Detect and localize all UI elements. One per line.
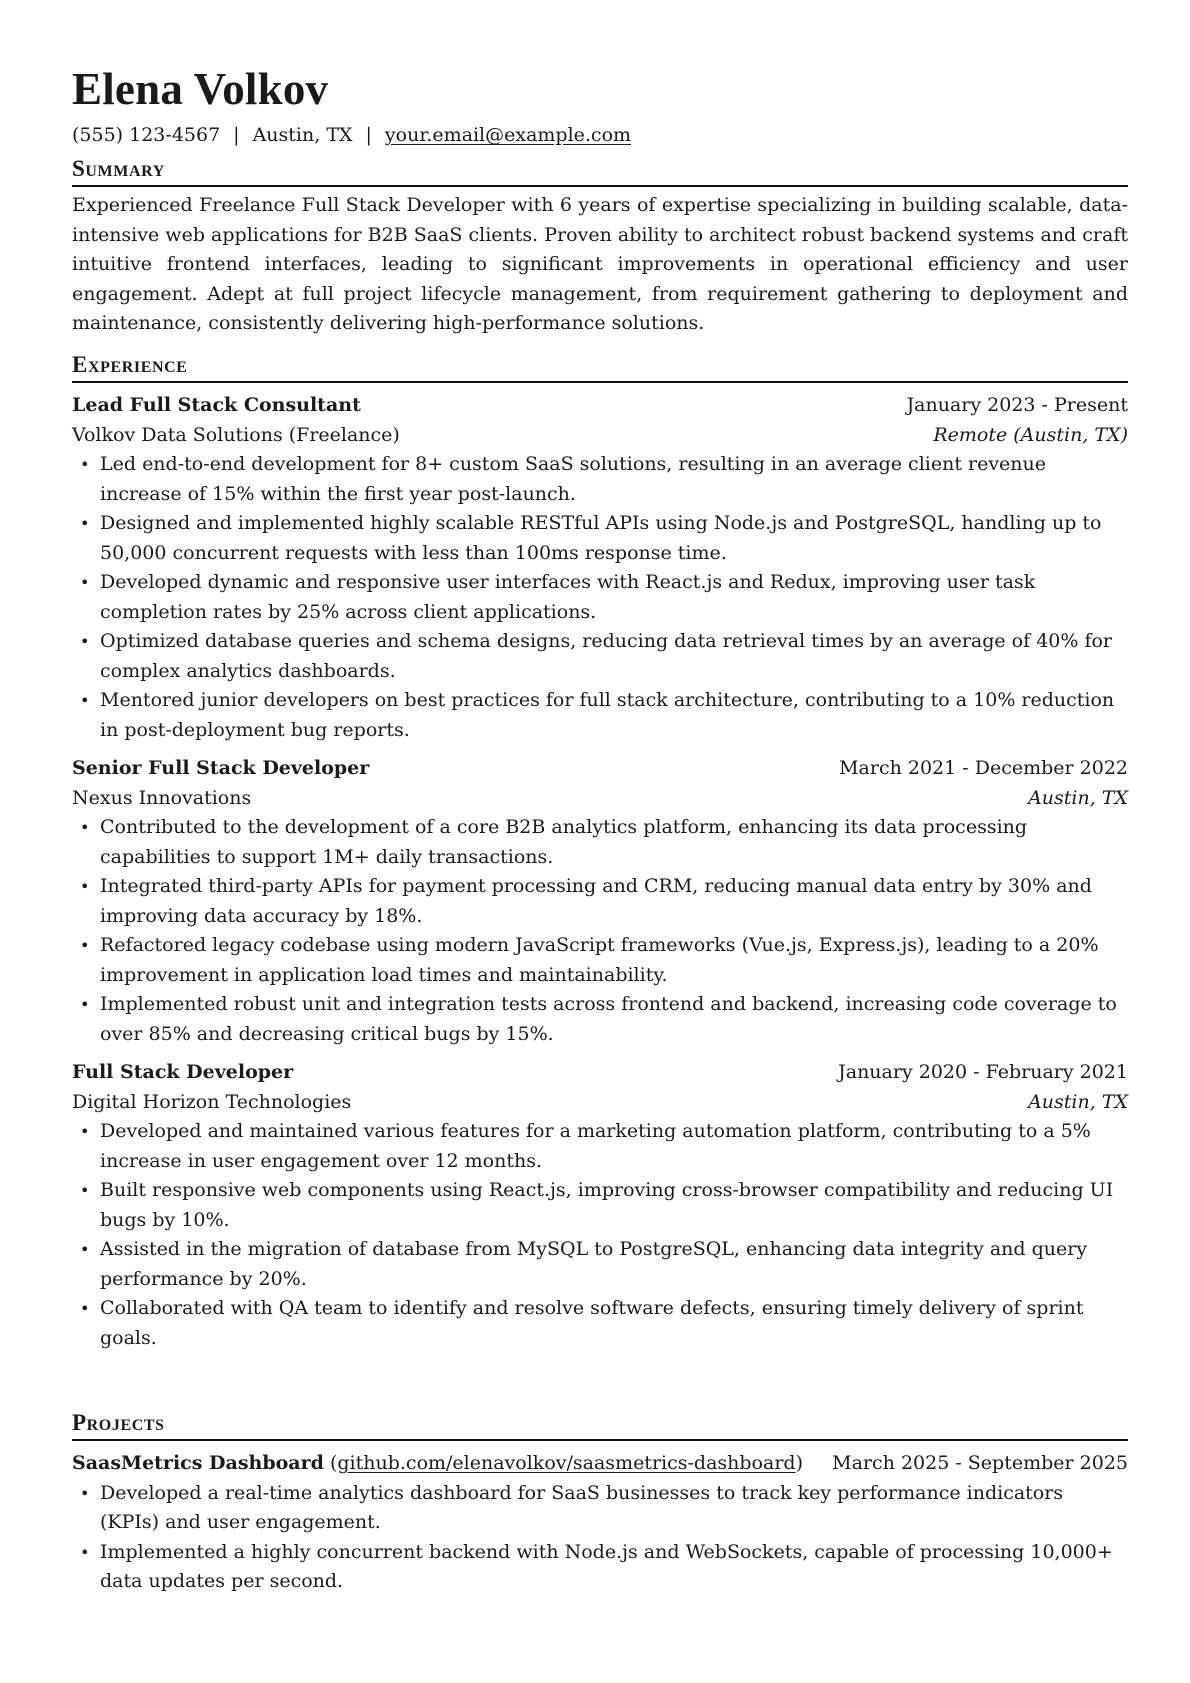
job-dates: January 2020 - February 2021 [838,1061,1128,1083]
job-location: Austin, TX [1028,1090,1128,1113]
phone: (555) 123-4567 [72,124,221,146]
project-name: SaasMetrics Dashboard [72,1452,324,1474]
section-title-experience: Experience [72,351,1128,383]
project-link[interactable]: github.com/elenavolkov/saasmetrics-dashboard [337,1452,796,1474]
section-title-summary: Summary [72,155,1128,187]
bullet-item: • Implemented robust unit and integration tests across frontend and backend, increasing code coverage to over 85% and decreasing critical bugs by 15%. [72,990,1128,1049]
summary-text: Experienced Freelance Full Stack Developer with 6 years of expertise specializing in building scalable, data-intensive web applications for B2B SaaS clients. Proven ability to architect robust backend systems and craft intuitive frontend interfaces, leading to significant improvements in operational efficiency and user engagement. Adept at full project lifecycle management, from requirement gathering to deployment and maintenance, consistently delivering high-performance solutions. [72,194,1128,334]
job-subheader [72,1088,1128,1118]
job-entry [72,754,1128,1049]
job-role: Full Stack Developer [72,1061,294,1083]
section-title-projects: Projects [72,1409,1128,1441]
bullet-item: • Refactored legacy codebase using modern JavaScript frameworks (Vue.js, Express.js), leading to a 20% improvement in application load times and maintainability. [72,931,1128,990]
candidate-name: Elena Volkov [72,64,329,114]
job-company: Digital Horizon Technologies [72,1090,352,1113]
job-subheader [72,421,1128,451]
job-bullets [72,1117,1128,1353]
job-entry [72,391,1128,745]
job-subheader [72,784,1128,814]
bullet-item: • Integrated third-party APIs for payment processing and CRM, reducing manual data entry by 30% and improving data accuracy by 18%. [72,872,1128,931]
project-bullets [72,1479,1128,1597]
job-header [72,1058,1128,1088]
job-dates: March 2021 - December 2022 [839,757,1128,779]
contact-separator: | [233,124,240,146]
project-entry [72,1449,1128,1597]
bullet-item: • Designed and implemented highly scalable RESTful APIs using Node.js and PostgreSQL, handling up to 50,000 concurrent requests with less than 100ms response time. [72,509,1128,568]
contact-line [72,122,631,148]
email-link[interactable]: your.email@example.com [384,124,632,146]
job-entry [72,1058,1128,1353]
bullet-item: • Developed a real-time analytics dashboard for SaaS businesses to track key performance indicators (KPIs) and user engagement. [72,1479,1128,1538]
job-bullets [72,813,1128,1049]
bullet-item: • Mentored junior developers on best practices for full stack architecture, contributing to a 10% reduction in post-deployment bug reports. [72,686,1128,745]
bullet-item: • Optimized database queries and schema designs, reducing data retrieval times by an average of 40% for complex analytics dashboards. [72,627,1128,686]
bullet-item: • Developed and maintained various features for a marketing automation platform, contributing to a 5% increase in user engagement over 12 months. [72,1117,1128,1176]
project-title: SaasMetrics Dashboard (github.com/elenavolkov/saasmetrics-dashboard) [72,1452,803,1474]
bullet-item: • Led end-to-end development for 8+ custom SaaS solutions, resulting in an average client revenue increase of 15% within the first year post-launch. [72,450,1128,509]
contact-separator: | [365,124,372,146]
bullet-item: • Implemented a highly concurrent backend with Node.js and WebSockets, capable of processing 10,000+ data updates per second. [72,1538,1128,1597]
job-bullets [72,450,1128,745]
projects-section [72,1409,1128,1597]
job-company: Nexus Innovations [72,786,252,809]
project-dates: March 2025 - September 2025 [832,1452,1128,1474]
job-company: Volkov Data Solutions (Freelance) [72,423,400,446]
bullet-item: • Assisted in the migration of database from MySQL to PostgreSQL, enhancing data integrity and query performance by 20%. [72,1235,1128,1294]
project-header [72,1449,1128,1479]
bullet-item: • Built responsive web components using React.js, improving cross-browser compatibility and reducing UI bugs by 10%. [72,1176,1128,1235]
location: Austin, TX [252,124,353,146]
job-role: Senior Full Stack Developer [72,757,370,779]
job-location: Remote (Austin, TX) [933,423,1128,446]
experience-section [72,351,1128,1353]
job-location: Austin, TX [1028,786,1128,809]
job-dates: January 2023 - Present [906,394,1128,416]
summary-section [72,155,1128,339]
bullet-item: • Developed dynamic and responsive user interfaces with React.js and Redux, improving user task completion rates by 25% across client applications. [72,568,1128,627]
job-header [72,391,1128,421]
job-role: Lead Full Stack Consultant [72,394,361,416]
job-header [72,754,1128,784]
bullet-item: • Contributed to the development of a core B2B analytics platform, enhancing its data processing capabilities to support 1M+ daily transactions. [72,813,1128,872]
bullet-item: • Collaborated with QA team to identify and resolve software defects, ensuring timely delivery of sprint goals. [72,1294,1128,1353]
